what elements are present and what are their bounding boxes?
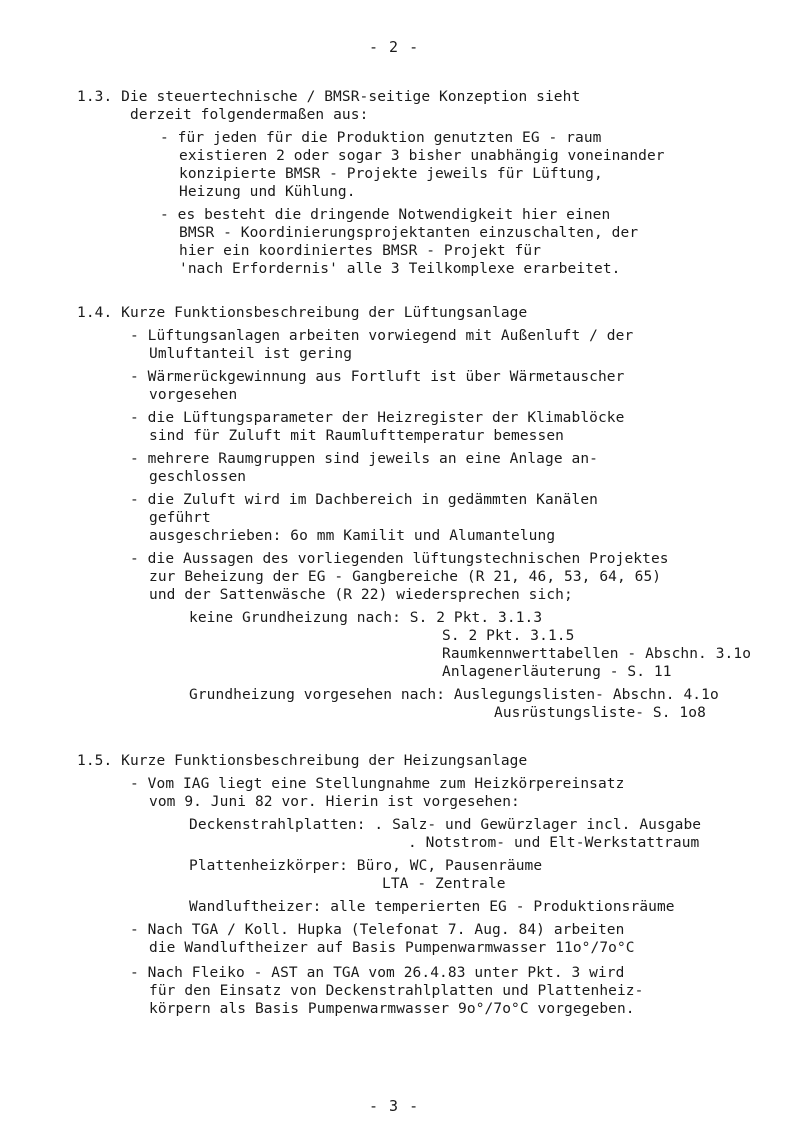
text-line: . Notstrom- und Elt-Werkstattraum xyxy=(408,835,700,851)
text-line: Umluftanteil ist gering xyxy=(149,346,353,362)
text-line: 'nach Erfordernis' alle 3 Teilkomplexe erarbeitet. xyxy=(179,261,621,277)
text-line: Deckenstrahlplatten: . Salz- und Gewürzlager incl. Ausgabe xyxy=(189,817,702,833)
bullet-item: - die Zuluft wird im Dachbereich in gedämmten Kanälen xyxy=(130,492,598,508)
section-heading: 1.4. Kurze Funktionsbeschreibung der Lüftungsanlage xyxy=(77,305,528,321)
text-line: vorgesehen xyxy=(149,387,238,403)
text-line: ausgeschrieben: 6o mm Kamilit und Alumantelung xyxy=(149,528,556,544)
bullet-item: - Vom IAG liegt eine Stellungnahme zum Heizkörpereinsatz xyxy=(130,776,625,792)
text-line: S. 2 Pkt. 3.1.5 xyxy=(442,628,575,644)
text-line: und der Sattenwäsche (R 22) wiedersprechen sich; xyxy=(149,587,573,603)
bullet-item: - die Lüftungsparameter der Heizregister der Klimablöcke xyxy=(130,410,625,426)
bullet-item: - Wärmerückgewinnung aus Fortluft ist über Wärmetauscher xyxy=(130,369,625,385)
text-line: BMSR - Koordinierungsprojektanten einzuschalten, der xyxy=(179,225,639,241)
text-line: vom 9. Juni 82 vor. Hierin ist vorgesehen: xyxy=(149,794,520,810)
text-line: Raumkennwerttabellen - Abschn. 3.1o xyxy=(442,646,752,662)
page-number-bottom: - 3 - xyxy=(369,1097,420,1115)
text-line: Grundheizung vorgesehen nach: Auslegungslisten- Abschn. 4.1o xyxy=(189,687,719,703)
section-heading: 1.5. Kurze Funktionsbeschreibung der Heizungsanlage xyxy=(77,753,528,769)
text-line: körpern als Basis Pumpenwarmwasser 9o°/7o°C vorgegeben. xyxy=(149,1001,635,1017)
bullet-item: - die Aussagen des vorliegenden lüftungstechnischen Projektes xyxy=(130,551,669,567)
text-line: Ausrüstungsliste- S. 1o8 xyxy=(494,705,706,721)
text-line: für den Einsatz von Deckenstrahlplatten und Plattenheiz- xyxy=(149,983,644,999)
text-line: die Wandluftheizer auf Basis Pumpenwarmwasser 11o°/7o°C xyxy=(149,940,635,956)
bullet-item: - Nach Fleiko - AST an TGA vom 26.4.83 unter Pkt. 3 wird xyxy=(130,965,625,981)
text-line: sind für Zuluft mit Raumlufttemperatur bemessen xyxy=(149,428,564,444)
text-line: geführt xyxy=(149,510,211,526)
text-line: Heizung und Kühlung. xyxy=(179,184,356,200)
text-line: existieren 2 oder sogar 3 bisher unabhängig voneinander xyxy=(179,148,665,164)
bullet-item: - mehrere Raumgruppen sind jeweils an eine Anlage an- xyxy=(130,451,598,467)
bullet-item: - für jeden für die Produktion genutzten EG - raum xyxy=(160,130,602,146)
bullet-item: - Lüftungsanlagen arbeiten vorwiegend mit Außenluft / der xyxy=(130,328,634,344)
section-heading: 1.3. Die steuertechnische / BMSR-seitige Konzeption sieht xyxy=(77,89,581,105)
text-line: Plattenheizkörper: Büro, WC, Pausenräume xyxy=(189,858,543,874)
text-line: keine Grundheizung nach: S. 2 Pkt. 3.1.3 xyxy=(189,610,543,626)
text-line: hier ein koordiniertes BMSR - Projekt für xyxy=(179,243,542,259)
bullet-item: - Nach TGA / Koll. Hupka (Telefonat 7. Aug. 84) arbeiten xyxy=(130,922,625,938)
text-line: geschlossen xyxy=(149,469,247,485)
text-line: Anlagenerläuterung - S. 11 xyxy=(442,664,672,680)
text-line: derzeit folgendermaßen aus: xyxy=(130,107,369,123)
text-line: Wandluftheizer: alle temperierten EG - Produktionsräume xyxy=(189,899,675,915)
text-line: zur Beheizung der EG - Gangbereiche (R 21, 46, 53, 64, 65) xyxy=(149,569,662,585)
bullet-item: - es besteht die dringende Notwendigkeit hier einen xyxy=(160,207,611,223)
page-number-top: - 2 - xyxy=(369,38,420,56)
text-line: konzipierte BMSR - Projekte jeweils für Lüftung, xyxy=(179,166,603,182)
text-line: LTA - Zentrale xyxy=(382,876,506,892)
